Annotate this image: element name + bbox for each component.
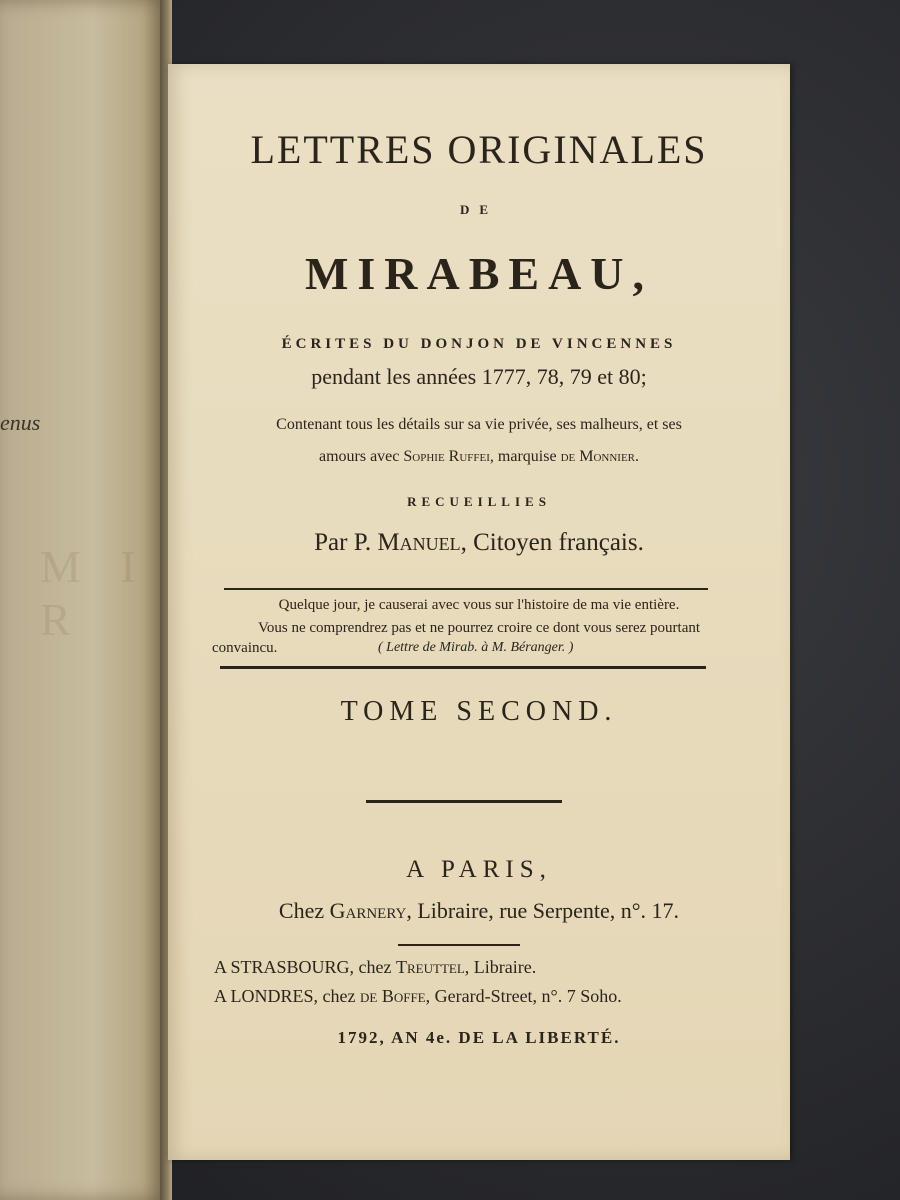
strasbourg-line	[214, 957, 536, 978]
years-line: pendant les années 1777, 78, 79 et 80;	[311, 364, 647, 389]
content-line-2	[168, 448, 790, 466]
strasbourg-name: Treuttel	[396, 957, 465, 977]
title-line: LETTRES ORIGINALES	[250, 127, 708, 172]
imprint-rule	[398, 944, 520, 946]
london-suffix: , Gerard-Street, n°. 7 Soho.	[425, 986, 622, 1006]
publisher-prefix: Chez	[278, 898, 325, 923]
name-sophie-ruffei: Sophie Ruffei	[403, 448, 490, 465]
editor-suffix: , Citoyen français.	[460, 529, 644, 556]
editor-prefix: Par P.	[314, 529, 372, 556]
title-page	[168, 64, 790, 1160]
publisher-line	[168, 898, 790, 924]
london-line	[214, 986, 622, 1007]
epigraph-source: ( Lettre de Mirab. à M. Béranger. )	[378, 640, 574, 655]
strasbourg-suffix: , Libraire.	[464, 957, 537, 977]
rule-lower	[220, 666, 706, 669]
epigraph-line-1: Quelque jour, je causerai avec vous sur l'histoire de ma vie entière.	[278, 597, 680, 613]
publication-date: 1792, AN 4e. DE LA LIBERTÉ.	[337, 1028, 621, 1047]
editor-name: Manuel	[377, 529, 461, 556]
content-line-2-end: .	[635, 448, 640, 465]
author-name: MIRABEAU,	[304, 248, 654, 299]
rule-upper	[224, 588, 708, 590]
bleed-through-text: M I R	[40, 541, 150, 645]
publisher-name: Garnery	[329, 898, 407, 923]
imprint-city: A PARIS,	[406, 856, 552, 883]
content-line-2-prefix: amours avec	[318, 448, 400, 465]
epigraph-line-2: Vous ne comprendrez pas et ne pourrez croire ce dont vous serez pourtant	[257, 620, 701, 636]
london-name: de Boffe	[359, 986, 426, 1006]
content-line-1: Contenant tous les détails sur sa vie privée, ses malheurs, et ses	[276, 416, 682, 433]
name-de-monnier: de Monnier	[560, 448, 636, 465]
left-page	[0, 0, 168, 1200]
london-prefix: A LONDRES, chez	[214, 986, 356, 1006]
content-line-2-mid: , marquise	[489, 448, 557, 465]
epigraph-line-3: convaincu.	[212, 640, 278, 656]
ornament-rule	[366, 800, 562, 803]
volume-label: TOME SECOND.	[340, 696, 618, 727]
publisher-suffix: , Libraire, rue Serpente, n°. 17.	[406, 898, 680, 923]
strasbourg-prefix: A STRASBOURG, chez	[214, 957, 392, 977]
margin-annotation: enus	[0, 410, 41, 435]
editor-line	[168, 529, 790, 557]
written-from: ÉCRITES DU DONJON DE VINCENNES	[281, 336, 677, 352]
collected-label: RECUEILLIES	[407, 494, 551, 509]
title-connector: DE	[459, 202, 499, 217]
